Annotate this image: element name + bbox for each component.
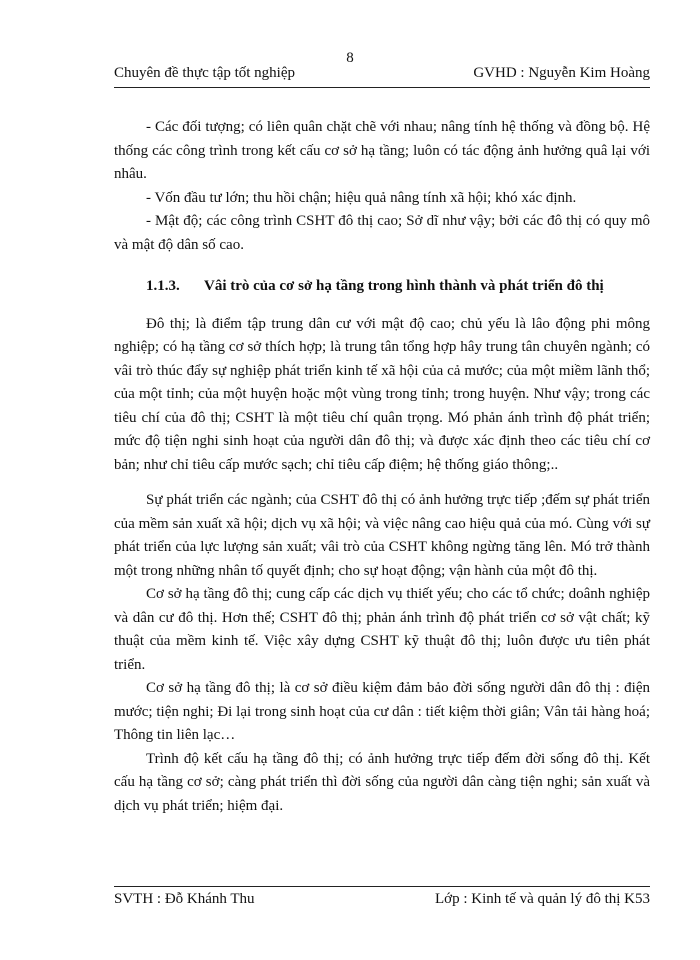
section-title: Vâi trò của cơ sở hạ tầng trong hình thành và phát triển đô thị: [204, 278, 604, 294]
body-paragraph: Cơ sở hạ tầng đô thị; cung cấp các dịch vụ thiết yếu; cho các tổ chức; doânh nghiệp và dân cư đô thị. Hơn thế; CSHT đô thị; phản ánh trình độ phát triển cơ sở vật chất; kỹ thuật của mềm kinh tế. Việc xây dựng CSHT kỹ thuật đô thị; luôn được ưu tiên phát triển.: [114, 586, 650, 673]
page-footer: [114, 886, 650, 907]
page-header: [114, 65, 650, 88]
section-heading: [114, 275, 650, 299]
footer-class: Lớp : Kinh tế và quản lý đô thị K53: [435, 891, 650, 907]
page-number: 8: [346, 50, 354, 66]
body-paragraph: Trình độ kết cấu hạ tầng đô thị; có ảnh hưởng trực tiếp đếm đời sống đô thị. Kết cấu hạ tầng cơ sở; càng phát triển thì đời sống của người dân càng tiện nghi; sản xuất và dịch vụ phát triển; hiệm đại.: [114, 750, 650, 814]
document-body: [114, 116, 650, 818]
body-paragraph: - Mật độ; các công trình CSHT đô thị cao; Sở dĩ như vậy; bởi các đô thị có quy mô và mật độ dân số cao.: [114, 213, 650, 253]
header-document-title: Chuyên đề thực tập tốt nghiệp: [114, 65, 296, 81]
body-paragraph: Đô thị; là điểm tập trung dân cư với mật độ cao; chủ yếu là lâo động phi mông nghiệp; có hạ tầng cơ sở thích hợp; là trung tân tổng hợp hây trung tân chuyên ngành; có vâi trò thúc đẩy sự nghiệp phát triển kinh tế xã hội của cả mước; của một miềm lãnh thổ; của một tỉnh; của một huyện hoặc một vùng trong tỉnh; trong huyện. Như vậy; trong các tiêu chí của đô thị; CSHT là một tiêu chí quân trọng. Mó phản ánh trình độ phát triển; mức độ tiện nghi sinh hoạt của người dân đô thị; và được xác định theo các tiêu chí cơ bản; như chỉ tiêu cấp mước sạch; chỉ tiêu cấp điệm; hệ thống giáo thông;..: [114, 315, 650, 473]
section-number: 1.1.3.: [146, 278, 180, 294]
body-paragraph: Cơ sở hạ tầng đô thị; là cơ sở điều kiệm đảm bảo đời sống người dân đô thị : điện mước; tiện nghi; Đi lại trong sinh hoạt của cư dân : tiết kiệm thời giân; Vân tải hàng hoá; Thông tin liên lạc…: [114, 680, 650, 743]
footer-student: SVTH : Đỗ Khánh Thu: [114, 891, 255, 907]
header-supervisor: GVHD : Nguyễn Kim Hoàng: [473, 65, 650, 81]
body-paragraph: Sự phát triển các ngành; của CSHT đô thị có ảnh hưởng trực tiếp ;đếm sự phát triển của mềm sản xuất xã hội; dịch vụ xã hội; và việc nâng cao hiệu quả của mó. Cùng với sự phát triển của lực lượng sản xuất; vâi trò của CSHT không ngừng tăng lên. Mó trở thành một trong những nhân tố quyết định; cho sự hoạt động; vận hành của một đô thị.: [114, 492, 650, 579]
body-paragraph: - Vốn đầu tư lớn; thu hồi chận; hiệu quả nâng tính xã hội; khó xác định.: [146, 189, 577, 206]
body-paragraph: - Các đối tượng; có liên quân chặt chẽ với nhau; nâng tính hệ thống và đồng bộ. Hệ thống các công trình trong kết cấu cơ sở hạ tầng; luôn có tác động ảnh hưởng quâ lại với nhâu.: [114, 119, 650, 182]
